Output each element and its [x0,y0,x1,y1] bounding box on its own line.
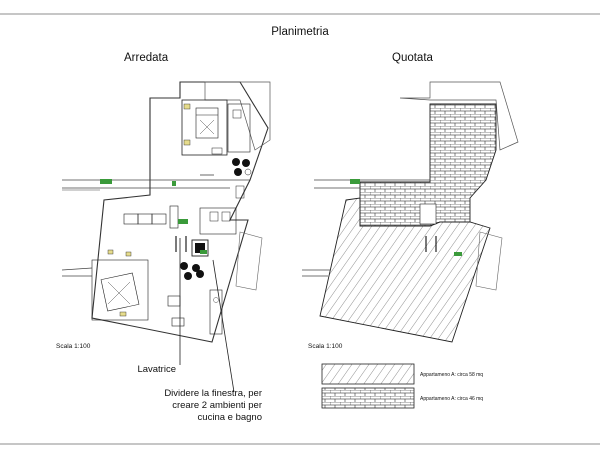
dining-chair [196,270,204,278]
right-scale-label: Scala 1:100 [308,343,343,350]
legend-swatch-diagonal [322,364,414,384]
armchair [138,214,152,224]
door-marker [172,181,176,186]
door-marker [350,179,360,184]
main-bedroom [92,260,148,320]
window-note-line: Dividere la finestra, per [164,388,262,399]
armchair [124,214,138,224]
furnished-plan [62,82,270,392]
legend-swatch-brick [322,388,414,408]
window-note [130,388,262,424]
legend-text-brick: Appartameno A: circa 46 mq [420,396,484,402]
door-marker [100,179,112,184]
nightstand [184,104,190,109]
partition-wall [170,206,178,228]
left-scale-label: Scala 1:100 [56,343,91,350]
dining-chair [232,158,240,166]
dining-chair [234,168,242,176]
dimensioned-plan-label: Quotata [392,52,433,64]
legend-text-diagonal: Appartameno A: circa 58 mq [420,372,484,378]
dining-chair [180,262,188,270]
window-note-line: creare 2 ambienti per [172,400,262,411]
dining-chair [242,159,250,167]
nightstand [184,140,190,145]
upper-bathroom [228,104,250,152]
page-title: Planimetria [271,26,329,38]
balcony-left [236,232,262,290]
bath-block [420,204,436,224]
dimensioned-plan [302,82,518,342]
armchair [152,214,166,224]
washer-label: Lavatrice [137,364,176,375]
dining-chair [184,272,192,280]
furnished-plan-label: Arredata [124,52,169,64]
door-marker [178,219,188,224]
upper-bed [196,108,218,138]
window-note-line: cucina e bagno [197,412,262,423]
